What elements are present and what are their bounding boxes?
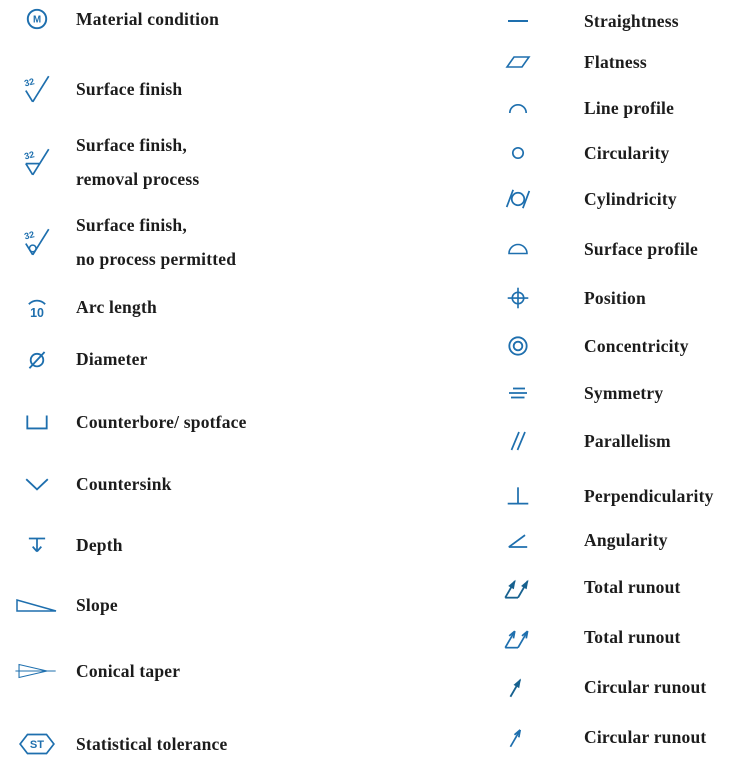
legend-item-label: Circular runout <box>584 727 707 747</box>
total-runout-filled-icon <box>492 573 544 601</box>
legend-item-label: Angularity <box>584 530 668 550</box>
legend-item-label: Countersink <box>76 474 172 494</box>
flatness-icon <box>492 50 544 74</box>
straightness-icon <box>492 9 544 33</box>
legend-item-label: Counterbore/ spotface <box>76 412 247 432</box>
legend-item-label: Diameter <box>76 349 148 369</box>
svg-text:32: 32 <box>23 229 36 242</box>
legend-item <box>492 570 681 604</box>
legend-item-label: Perpendicularity <box>584 486 714 506</box>
legend-item-label: Circular runout <box>584 677 707 697</box>
arc-length-icon <box>14 294 60 320</box>
circular-runout-filled-icon <box>492 674 544 700</box>
parallelism-icon <box>492 428 544 454</box>
legend-item <box>14 654 180 688</box>
legend-item-label: Material condition <box>76 9 220 29</box>
legend-item-label: Arc length <box>76 297 157 317</box>
countersink-icon <box>14 475 60 493</box>
legend-item <box>492 4 679 38</box>
legend-item <box>492 136 669 170</box>
legend-item <box>492 424 671 458</box>
svg-text:M: M <box>32 14 42 26</box>
legend-item <box>492 45 647 79</box>
legend-item-label: Straightness <box>584 11 679 31</box>
legend-item <box>14 727 227 761</box>
perpendicularity-icon <box>492 483 544 509</box>
legend-item <box>492 523 668 557</box>
legend-item-label: Surface profile <box>584 239 698 259</box>
legend-item-label: Circularity <box>584 143 670 163</box>
total-runout-open-icon <box>492 623 544 651</box>
legend-item <box>492 720 706 754</box>
legend-item-label: Surface finish, removal process <box>76 135 200 189</box>
material-condition-icon <box>14 6 60 32</box>
concentricity-icon <box>492 333 544 359</box>
svg-text:10: 10 <box>30 305 44 320</box>
statistical-tolerance-icon <box>14 730 60 758</box>
svg-text:32: 32 <box>23 76 36 89</box>
legend-item-label: Slope <box>76 595 118 615</box>
svg-text:32: 32 <box>23 149 36 162</box>
legend-item-label: Flatness <box>584 52 647 72</box>
legend-item-label: Conical taper <box>76 661 181 681</box>
legend-item <box>492 670 706 704</box>
legend-item-label: Surface finish <box>76 79 183 99</box>
legend-item-label: Statistical tolerance <box>76 734 228 754</box>
legend-item <box>492 281 646 315</box>
legend-item-label: Concentricity <box>584 336 689 356</box>
legend-item <box>492 376 663 410</box>
circularity-icon <box>492 141 544 165</box>
legend-item-label: Depth <box>76 535 123 555</box>
legend-item <box>14 72 182 106</box>
legend-item-label: Total runout <box>584 627 681 647</box>
angularity-icon <box>492 529 544 551</box>
legend-item <box>14 405 247 439</box>
cylindricity-icon <box>492 185 544 213</box>
surface-finish-no-process-icon <box>14 226 60 258</box>
legend-item <box>492 479 714 513</box>
legend-item-label: Cylindricity <box>584 189 677 209</box>
circular-runout-open-icon <box>492 724 544 750</box>
diameter-icon <box>14 346 60 372</box>
legend-item <box>14 2 219 36</box>
legend-item-label: Line profile <box>584 98 675 118</box>
legend-item <box>14 290 157 324</box>
legend-item <box>492 329 689 363</box>
legend-item <box>14 208 236 276</box>
legend-item <box>492 91 674 125</box>
legend-item <box>14 128 199 196</box>
surface-profile-icon <box>492 237 544 261</box>
legend-item <box>14 528 123 562</box>
surface-finish-icon <box>14 73 60 105</box>
line-profile-icon <box>492 96 544 120</box>
legend-item-label: Surface finish, no process permitted <box>76 215 237 269</box>
legend-item-label: Position <box>584 288 646 308</box>
svg-text:ST: ST <box>29 739 45 752</box>
depth-icon <box>14 534 60 556</box>
legend-item <box>14 467 172 501</box>
position-icon <box>492 285 544 311</box>
legend-item-label: Total runout <box>584 577 681 597</box>
legend-item-label: Parallelism <box>584 431 671 451</box>
slope-icon <box>14 595 60 615</box>
conical-taper-icon <box>14 658 60 684</box>
counterbore-icon <box>14 411 60 433</box>
legend-item <box>492 620 681 654</box>
legend-item <box>14 588 118 622</box>
legend-item <box>492 232 698 266</box>
legend-item <box>492 182 677 216</box>
legend-item-label: Symmetry <box>584 383 664 403</box>
symmetry-icon <box>492 381 544 405</box>
surface-finish-removal-icon <box>14 146 60 178</box>
legend-item <box>14 342 148 376</box>
